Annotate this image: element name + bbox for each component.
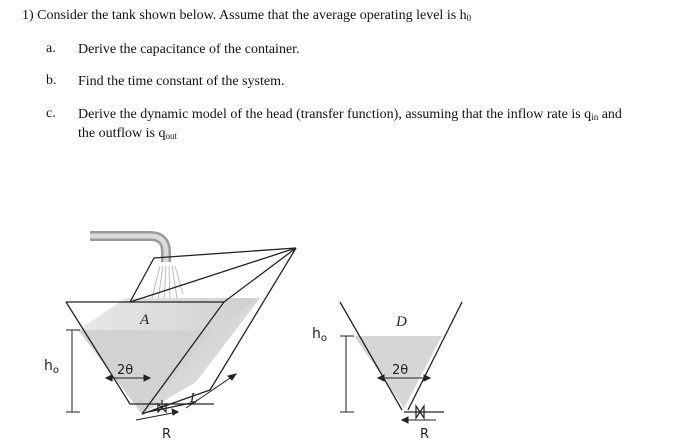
right-angle-label: 2θ <box>392 363 409 378</box>
left-height-label: $h_o$ <box>44 358 59 376</box>
part-text: Find the time constant of the system. <box>78 74 285 89</box>
part-subscript: in <box>591 112 599 122</box>
question-text: Consider the tank shown below. Assume that the average operating level is h <box>37 8 467 23</box>
question-number: 1) <box>22 8 34 23</box>
left-angle-label: 2θ <box>117 363 134 378</box>
part-subscript: out <box>165 131 178 141</box>
right-height-dimension <box>340 336 354 412</box>
left-height-dimension <box>66 330 80 412</box>
right-outflow-valve-icon <box>404 406 444 418</box>
water-spray <box>152 266 183 302</box>
part-text-segment: and <box>598 107 622 122</box>
part-letter: a. <box>46 41 56 56</box>
right-height-label: $h_o$ <box>312 326 327 344</box>
left-resistance-label: R <box>162 427 172 442</box>
length-label: L <box>190 391 198 406</box>
left-tank-water <box>78 298 260 414</box>
area-label: A <box>140 312 150 328</box>
part-text-segment: Derive the dynamic model of the head (transfer function), assuming that the inflow rate is q <box>78 107 592 122</box>
diameter-label: D <box>396 314 407 330</box>
right-resistance-dimension <box>402 417 436 423</box>
right-resistance-label: R <box>420 427 430 442</box>
part-letter: b. <box>46 73 57 88</box>
question-subscript: 0 <box>466 13 472 23</box>
part-letter: c. <box>46 106 56 121</box>
part-text: Derive the capacitance of the container. <box>78 42 300 57</box>
part-text-segment: the outflow is q <box>78 126 166 141</box>
